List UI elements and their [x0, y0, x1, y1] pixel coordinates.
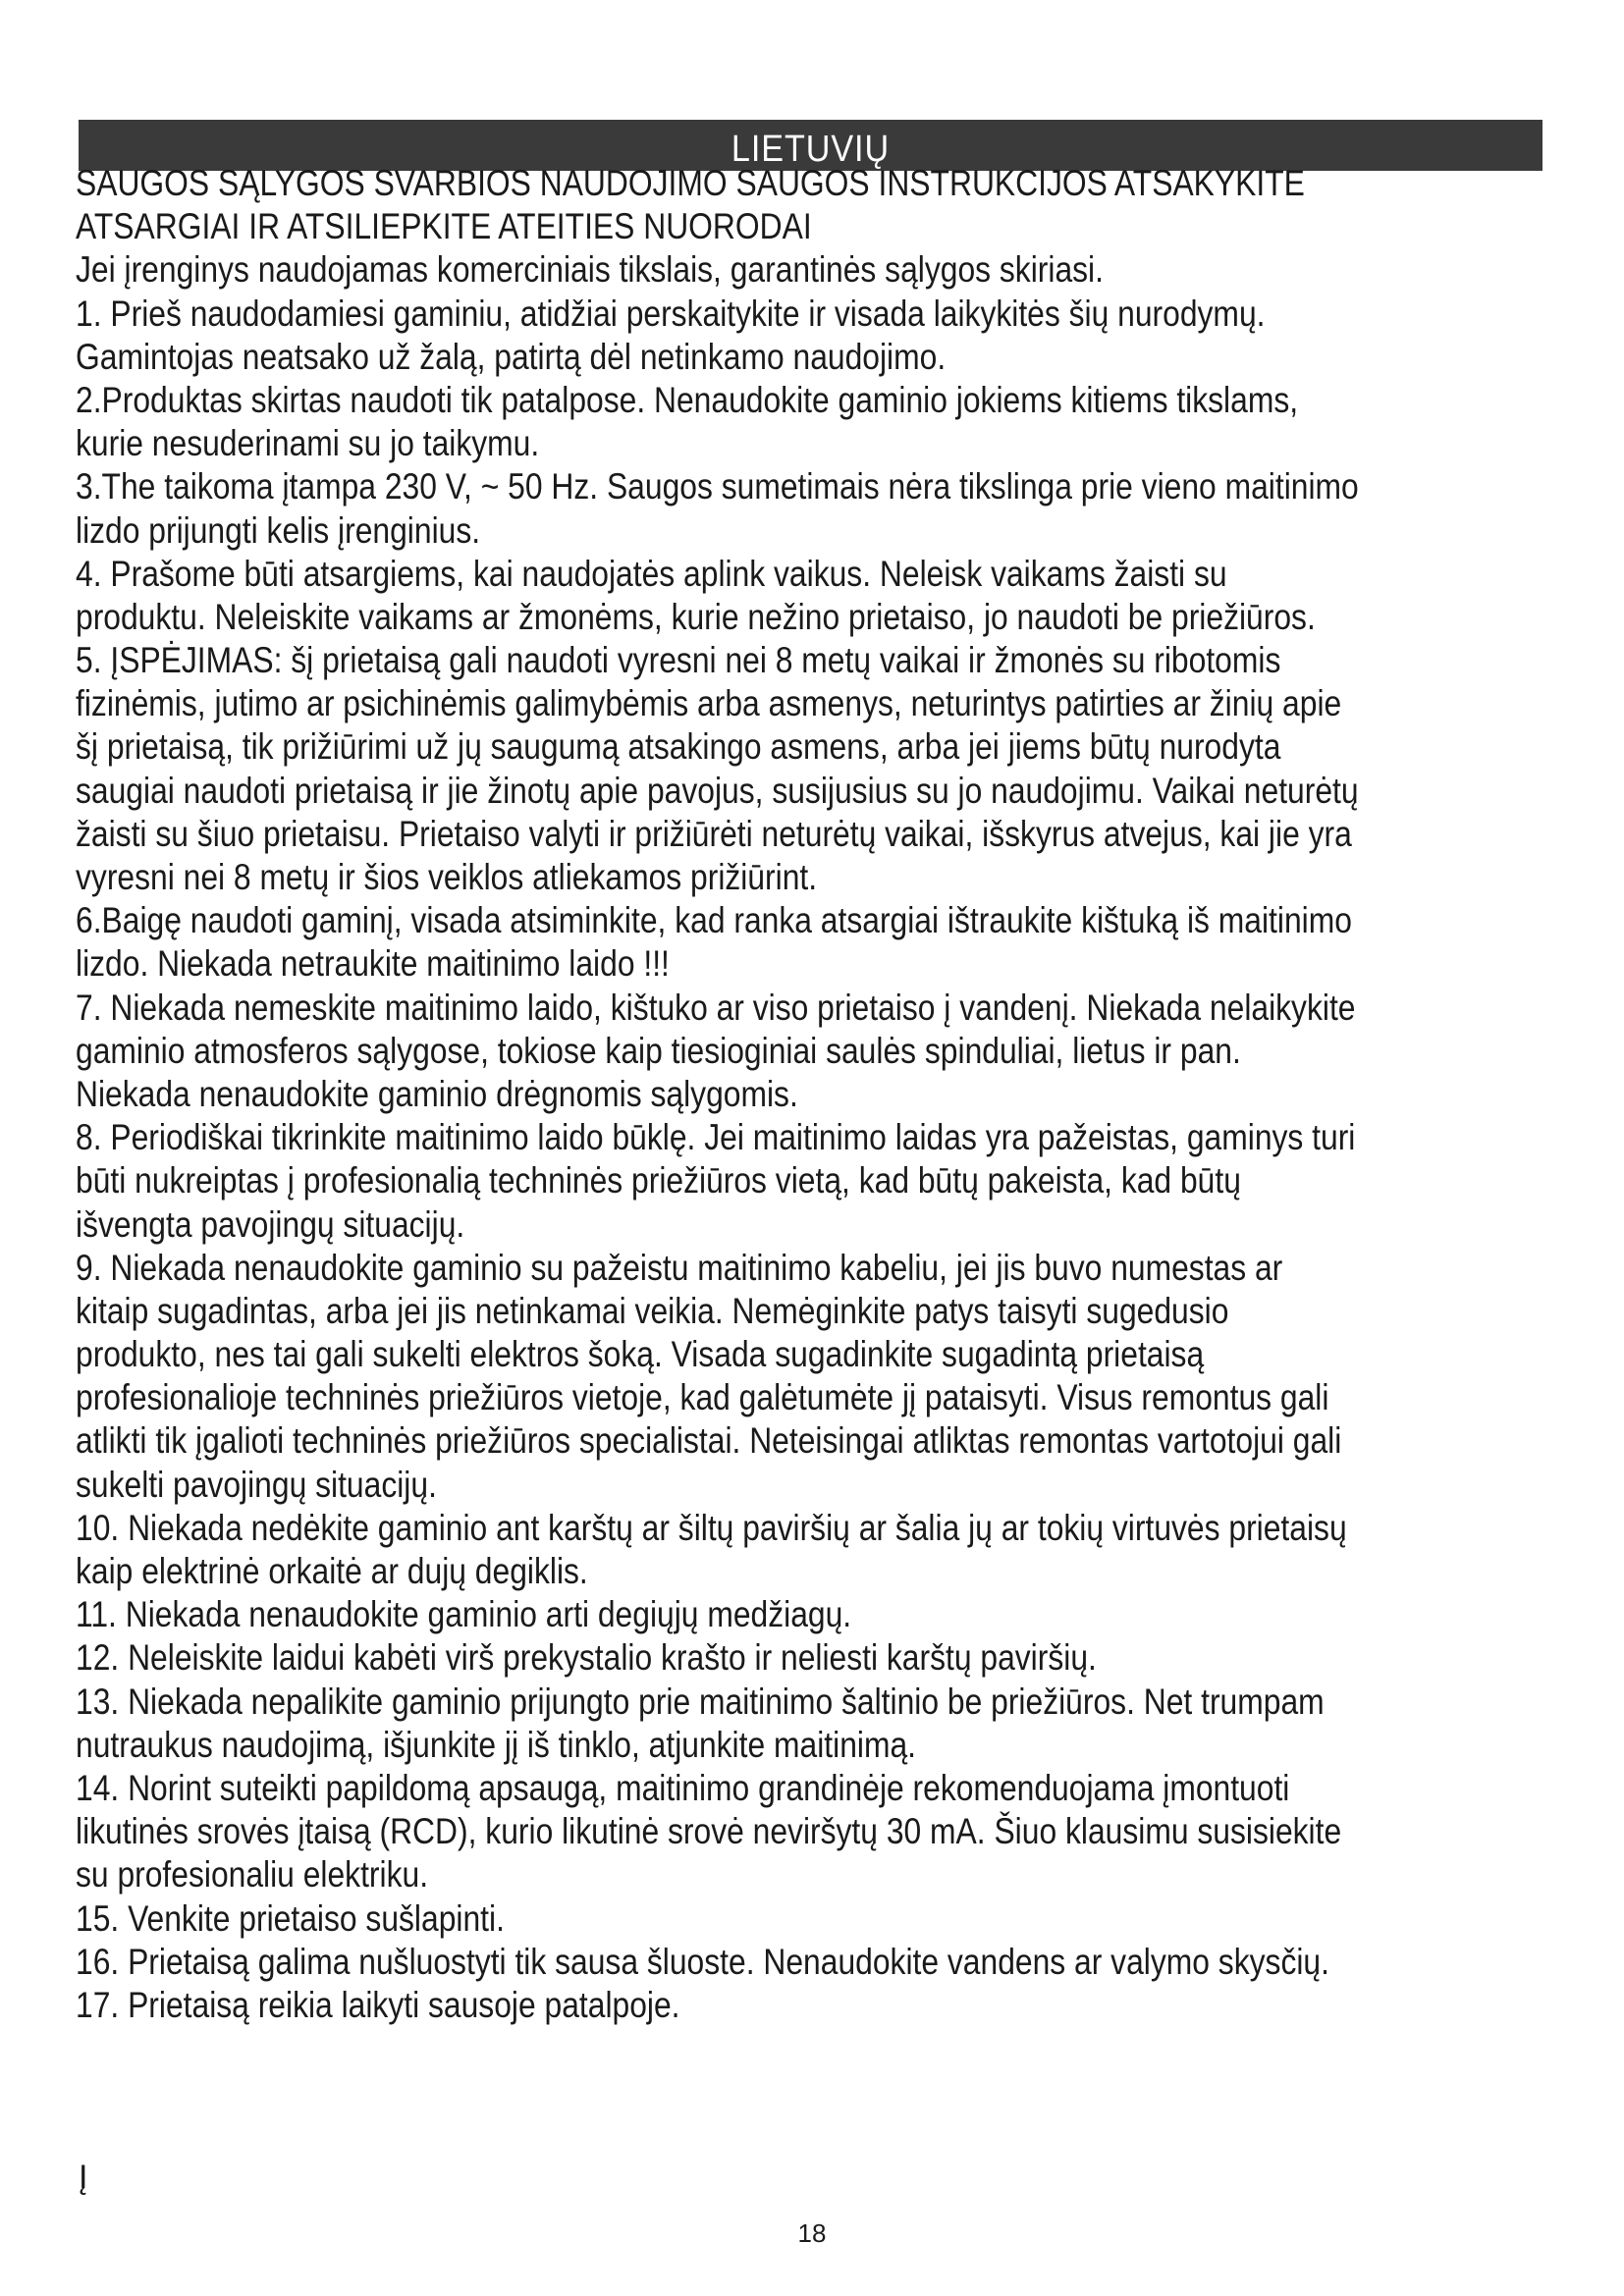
instruction-line: likutinės srovės įtaisą (RCD), kurio likutinė srovė neviršytų 30 mA. Šiuo klausimu susisiekite [76, 1811, 1342, 1852]
instruction-line: 14. Norint suteikti papildomą apsaugą, maitinimo grandinėje rekomenduojama įmontuoti [76, 1767, 1290, 1808]
instruction-line: lizdo. Niekada netraukite maitinimo laido !!! [76, 943, 670, 985]
instruction-line: Jei įrenginys naudojamas komerciniais tikslais, garantinės sąlygos skiriasi. [76, 249, 1104, 291]
instruction-line: sukelti pavojingų situacijų. [76, 1464, 437, 1505]
instruction-line: lizdo prijungti kelis įrenginius. [76, 509, 481, 551]
instruction-line: 13. Niekada nepalikite gaminio prijungto prie maitinimo šaltinio be priežiūros. Net trumpam [76, 1681, 1325, 1722]
instruction-line: būti nukreiptas į profesionalią techninės priežiūros vietą, kad būtų pakeista, kad būtų [76, 1160, 1241, 1201]
stray-character: Į [79, 2159, 88, 2196]
instruction-line: 11. Niekada nenaudokite gaminio arti degiųjų medžiagų. [76, 1594, 852, 1635]
instruction-line: išvengta pavojingų situacijų. [76, 1203, 465, 1245]
heading-line: ATSARGIAI IR ATSILIEPKITE ATEITIES NUORODAI [76, 206, 812, 247]
heading-line: SAUGOS SĄLYGOS SVARBIOS NAUDOJIMO SAUGOS INSTRUKCIJOS ATSAKYKITE [76, 163, 1305, 203]
instruction-line: Niekada nenaudokite gaminio drėgnomis sąlygomis. [76, 1073, 798, 1114]
instruction-line: saugiai naudoti prietaisą ir jie žinotų apie pavojus, susijusius su jo naudojimu. Vaikai neturėtų [76, 770, 1359, 811]
instruction-line: profesionalioje techninės priežiūros vietoje, kad galėtumėte jį pataisyti. Visus remontus gali [76, 1377, 1329, 1418]
instruction-line: žaisti su šiuo prietaisu. Prietaiso valyti ir prižiūrėti neturėtų vaikai, išskyrus atvejus, kai jie yra [76, 813, 1352, 854]
instruction-line: kaip elektrinė orkaitė ar dujų degiklis. [76, 1551, 588, 1591]
instruction-line: fizinėmis, jutimo ar psichinėmis galimybėmis arba asmenys, neturintys patirties ar žinių apie [76, 683, 1342, 724]
instruction-line: 3.The taikoma įtampa 230 V, ~ 50 Hz. Saugos sumetimais nėra tikslinga prie vieno maitinimo [76, 466, 1359, 507]
instruction-line: šį prietaisą, tik prižiūrimi už jų saugumą atsakingo asmens, arba jei jiems būtų nurodyta [76, 726, 1281, 768]
page-number: 18 [797, 2218, 827, 2248]
instruction-line: produktu. Neleiskite vaikams ar žmonėms, kurie nežino prietaiso, jo naudoti be priežiūros. [76, 596, 1316, 637]
instruction-line: 2.Produktas skirtas naudoti tik patalpose. Nenaudokite gaminio jokiems kitiems tikslams, [76, 379, 1299, 420]
instruction-line: 9. Niekada nenaudokite gaminio su pažeistu maitinimo kabeliu, jei jis buvo numestas ar [76, 1247, 1283, 1288]
instruction-line: 16. Prietaisą galima nušluostyti tik sausa šluoste. Nenaudokite vandens ar valymo skysčių. [76, 1941, 1329, 1982]
instruction-line: 1. Prieš naudodamiesi gaminiu, atidžiai perskaitykite ir visada laikykitės šių nurodymų. [76, 293, 1266, 334]
instruction-line: 12. Neleiskite laidui kabėti virš prekystalio krašto ir neliesti karštų paviršių. [76, 1637, 1097, 1679]
instruction-line: kurie nesuderinami su jo taikymu. [76, 423, 540, 464]
instruction-line: 10. Niekada nedėkite gaminio ant karštų ar šiltų paviršių ar šalia jų ar tokių virtuvės prietaisų [76, 1507, 1347, 1548]
instruction-line: Gamintojas neatsako už žalą, patirtą dėl netinkamo naudojimo. [76, 336, 947, 377]
instruction-line: nutraukus naudojimą, išjunkite jį iš tinklo, atjunkite maitinimą. [76, 1724, 917, 1765]
instruction-line: vyresni nei 8 metų ir šios veiklos atliekamos prižiūrint. [76, 857, 818, 897]
instruction-line: 5. ĮSPĖJIMAS: šį prietaisą gali naudoti vyresni nei 8 metų vaikai ir žmonės su ribotomis [76, 640, 1281, 681]
safety-instructions [76, 162, 1548, 2027]
language-title: LIETUVIŲ [731, 129, 891, 170]
instruction-line: gaminio atmosferos sąlygose, tokiose kaip tiesioginiai saulės spinduliai, lietus ir pan. [76, 1030, 1241, 1071]
instruction-line: produkto, nes tai gali sukelti elektros šoką. Visada sugadinkite sugadintą prietaisą [76, 1334, 1205, 1375]
instruction-line: 8. Periodiškai tikrinkite maitinimo laido būklę. Jei maitinimo laidas yra pažeistas, gaminys turi [76, 1117, 1356, 1158]
instruction-line: 7. Niekada nemeskite maitinimo laido, kištuko ar viso prietaiso į vandenį. Niekada nelaikykite [76, 987, 1356, 1028]
instruction-line: kitaip sugadintas, arba jei jis netinkamai veikia. Nemėginkite patys taisyti sugedusio [76, 1290, 1229, 1331]
instruction-line: 17. Prietaisą reikia laikyti sausoje patalpoje. [76, 1984, 680, 2025]
instruction-line: 6.Baigę naudoti gaminį, visada atsiminkite, kad ranka atsargiai ištraukite kištuką iš maitinimo [76, 900, 1352, 941]
instruction-line: su profesionaliu elektriku. [76, 1854, 429, 1896]
instruction-line: 15. Venkite prietaiso sušlapinti. [76, 1897, 505, 1939]
instruction-line: 4. Prašome būti atsargiems, kai naudojatės aplink vaikus. Neleisk vaikams žaisti su [76, 553, 1227, 594]
instruction-line: atlikti tik įgalioti techninės priežiūros specialistai. Neteisingai atliktas remontas vartotojui gali [76, 1420, 1342, 1462]
